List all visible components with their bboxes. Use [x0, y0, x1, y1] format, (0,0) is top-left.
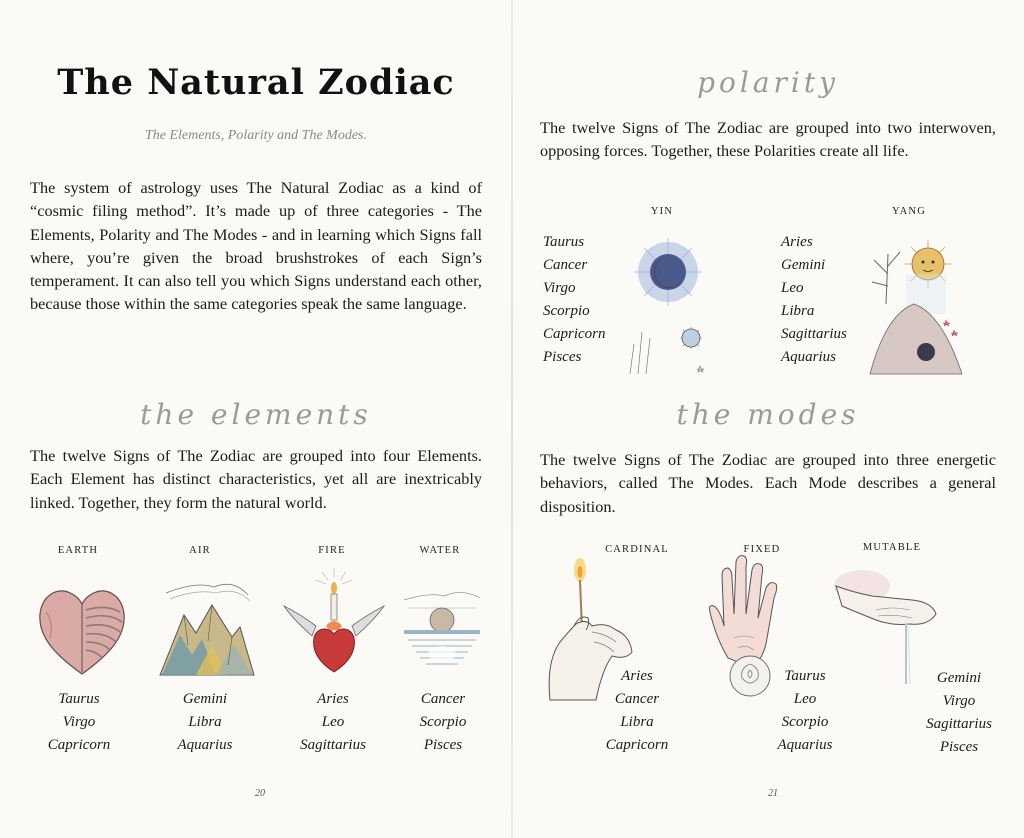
- sign-name: Capricorn: [47, 737, 111, 753]
- mode-signs-mutable: [912, 667, 1006, 759]
- sign-name: Cancer: [420, 691, 466, 707]
- page-subtitle: The Elements, Polarity and The Modes.: [144, 128, 368, 143]
- yang-sun-tree-illustration: [866, 234, 966, 382]
- modes-heading: the modes: [676, 398, 860, 431]
- sign-name: Virgo: [543, 280, 576, 296]
- element-signs-earth: [34, 688, 124, 757]
- mode-label-mutable: MUTABLE: [862, 542, 922, 553]
- page-number: 20: [255, 788, 265, 799]
- intro-paragraph: The system of astrology uses The Natural Zodiac as a kind of “cosmic filing method”. It’s made up of three categories - The Elements, Polarity and The Modes - and in learning which Signs fall where, you’re given the broad brushstrokes of each Sign’s temperament. It can also tell you which Signs understand each other, because those within the same categories speak the same language.: [30, 178, 482, 314]
- heart-ribcage-illustration: [34, 582, 130, 678]
- elements-paragraph: The twelve Signs of The Zodiac are grouped into four Elements. Each Element has distinct characteristics, yet all are inextricably linked. Together, they form the natural world.: [30, 446, 482, 512]
- mountains-illustration: [156, 575, 256, 680]
- sign-name: Aquarius: [781, 349, 837, 365]
- element-signs-air: [160, 688, 250, 757]
- sign-name: Aquarius: [177, 737, 233, 753]
- sign-name: Gemini: [182, 691, 228, 707]
- moon-over-water-illustration: [400, 582, 484, 676]
- sign-name: Aries: [317, 691, 349, 707]
- sign-name: Scorpio: [781, 714, 829, 730]
- sign-name: Sagittarius: [300, 737, 366, 753]
- sign-name: Pisces: [423, 737, 463, 753]
- modes-paragraph: The twelve Signs of The Zodiac are grouped into three energetic behaviors, called The Modes. Each Mode describes a general disposition.: [540, 450, 996, 516]
- sign-name: Aquarius: [777, 737, 833, 753]
- yin-label: YIN: [650, 206, 674, 217]
- sign-name: Aries: [621, 668, 653, 684]
- sign-name: Aries: [781, 234, 813, 250]
- yang-label: YANG: [892, 206, 926, 217]
- mode-signs-fixed: [760, 665, 850, 757]
- sign-name: Gemini: [936, 670, 982, 686]
- sign-name: Libra: [188, 714, 222, 730]
- sign-name: Taurus: [784, 668, 826, 684]
- sign-name: Taurus: [58, 691, 100, 707]
- sign-name: Leo: [793, 691, 817, 707]
- right-page: [512, 0, 1024, 838]
- element-label-air: AIR: [189, 545, 211, 556]
- sign-name: Virgo: [942, 693, 976, 709]
- sign-name: Scorpio: [419, 714, 467, 730]
- element-label-fire: FIRE: [318, 545, 346, 556]
- polarity-heading: polarity: [697, 66, 839, 99]
- mode-label-cardinal: CARDINAL: [605, 544, 669, 555]
- sign-name: Scorpio: [543, 303, 590, 319]
- sign-name: Sagittarius: [926, 716, 992, 732]
- sign-name: Pisces: [543, 349, 582, 365]
- sign-name: Pisces: [939, 739, 979, 755]
- element-signs-water: [398, 688, 488, 757]
- element-label-earth: EARTH: [57, 545, 99, 556]
- sign-name: Sagittarius: [781, 326, 847, 342]
- element-signs-fire: [288, 688, 378, 757]
- sign-name: Capricorn: [543, 326, 606, 342]
- sign-name: Cancer: [543, 257, 588, 273]
- sign-name: Gemini: [781, 257, 826, 273]
- sign-name: Taurus: [543, 234, 585, 250]
- sign-name: Leo: [781, 280, 804, 296]
- sign-name: Libra: [781, 303, 815, 319]
- sign-name: Virgo: [62, 714, 96, 730]
- page-title: The Natural Zodiac: [57, 62, 455, 103]
- element-label-water: WATER: [419, 545, 461, 556]
- sign-name: Cancer: [614, 691, 660, 707]
- winged-heart-candle-illustration: [282, 566, 386, 682]
- mode-signs-cardinal: [590, 665, 684, 757]
- elements-heading: the elements: [140, 398, 372, 431]
- polarity-paragraph: The twelve Signs of The Zodiac are grouped into two interwoven, opposing forces. Together, these Polarities create all life.: [540, 118, 996, 161]
- yin-moon-sun-illustration: [620, 234, 716, 378]
- sign-name: Leo: [321, 714, 345, 730]
- sign-name: Libra: [620, 714, 654, 730]
- page-number: 21: [768, 788, 778, 799]
- mode-label-fixed: FIXED: [743, 544, 781, 555]
- sign-name: Capricorn: [605, 737, 669, 753]
